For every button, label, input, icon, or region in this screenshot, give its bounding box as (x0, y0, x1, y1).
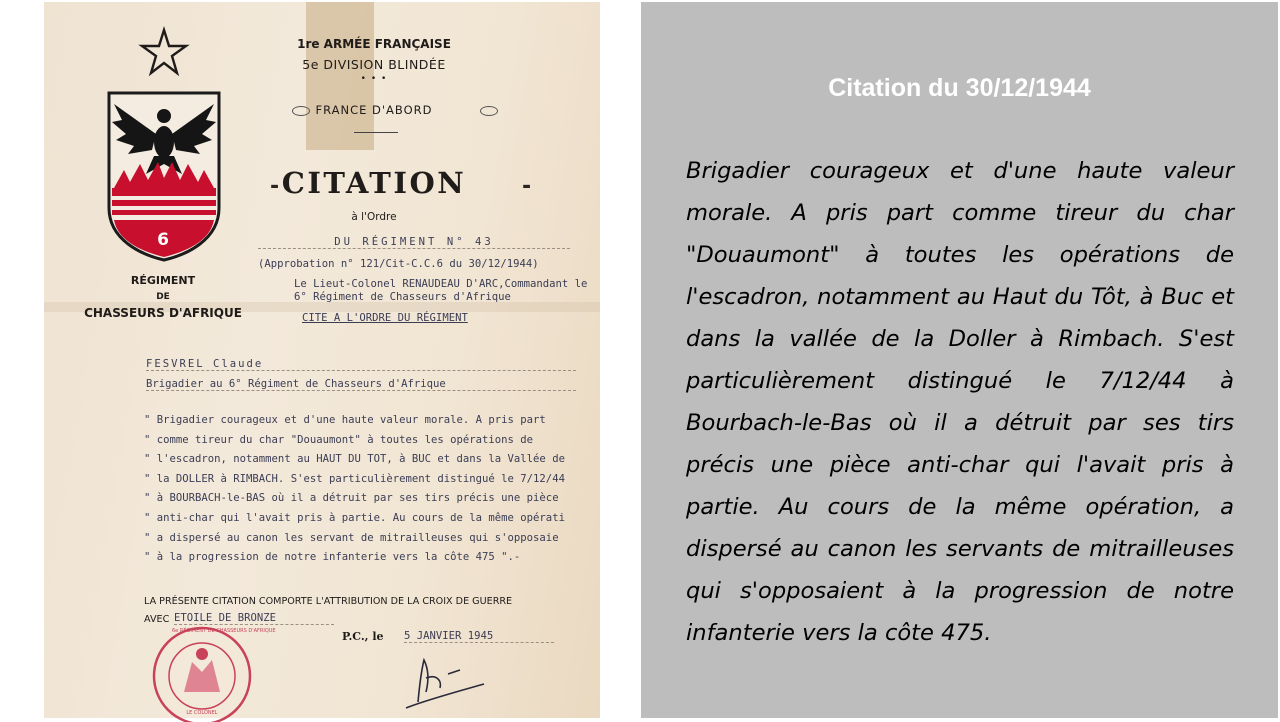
crest-number: 6 (157, 230, 169, 250)
place-date: 5 JANVIER 1945 (404, 630, 554, 643)
panel-citation-text: Brigadier courageux et d'une haute valeur morale. A pris part comme tireur du char "Douaumont" à toutes les opérations de l'escadron, notamment au Haut du Tôt, à Buc et dans la vallée de la Doller à Rimbach. S'est particulièrement distingué le 7/12/44 à Bourbach-le-Bas où il a détruit par ses tirs précis une pièce anti-char qui l'avait pris à partie. Au cours de la même opération, a dispersé au canon les servants de mitrailleuses qui s'opposaient à la progression de notre infanterie vers la côte 475. (686, 158, 1234, 646)
signature (396, 650, 486, 710)
divider (354, 132, 398, 133)
crest-regiment-line3: CHASSEURS D'AFRIQUE (84, 306, 242, 320)
citation-line: " l'escadron, notamment au HAUT DU TOT, à BUC et dans la Vallée de (144, 453, 565, 466)
citation-line: " Brigadier courageux et d'une haute valeur morale. A pris part (144, 414, 546, 426)
recipient-rank: Brigadier au 6° Régiment de Chasseurs d'Afrique (146, 378, 576, 391)
citation-line: " comme tireur du char "Douaumont" à toutes les opérations de (144, 433, 534, 446)
division-heading: 5e DIVISION BLINDÉE (302, 57, 446, 72)
regiment-stamp (148, 622, 276, 722)
star-icon (140, 28, 188, 76)
stamp-bottom-text: LE COLONEL (186, 710, 218, 716)
citation-line: " à la progression de notre infanterie vers la côte 475 ".- (144, 551, 521, 564)
panel-title: Citation du 30/12/1944 (828, 74, 1091, 102)
document-subtitle: à l'Ordre (351, 211, 397, 223)
award-avec: AVEC (144, 614, 170, 625)
approbation-line: (Approbation n° 121/Cit-C.C.6 du 30/12/1944) (258, 258, 539, 270)
order-line: DU RÉGIMENT N° 43 (258, 236, 570, 249)
cite-line: CITE A L'ORDRE DU RÉGIMENT (302, 312, 468, 324)
citation-line: " à BOURBACH-le-BAS où il a détruit par ses tirs précis une pièce (144, 492, 559, 505)
citation-document-scan (44, 2, 600, 718)
title-dash-left: - (270, 174, 280, 199)
ornament-right-icon (480, 106, 498, 116)
officer-line-2: 6° Régiment de Chasseurs d'Afrique (294, 291, 511, 303)
transcription-panel (641, 2, 1278, 718)
divider-dots: • • • (360, 74, 388, 84)
citation-line: " a dispersé au canon les servant de mitrailleuses qui s'opposaie (144, 531, 559, 544)
crest-regiment-line1: RÉGIMENT (130, 274, 196, 287)
place-label: P.C., le (342, 630, 384, 643)
title-dash-right: - (522, 174, 532, 199)
officer-line-1: Le Lieut-Colonel RENAUDEAU D'ARC,Commandant le (294, 278, 588, 290)
stamp-text: 6e RÉGIMENT DE CHASSEURS D'AFRIQUE (172, 628, 276, 634)
citation-line: " la DOLLER à RIMBACH. S'est particulièrement distingué le 7/12/44 (144, 472, 565, 485)
motto: FRANCE D'ABORD (315, 103, 433, 117)
citation-typed-text (144, 414, 600, 571)
army-heading: 1re ARMÉE FRANÇAISE (297, 37, 451, 51)
document-title: CITATION (281, 166, 467, 200)
recipient-name: FESVREL Claude (146, 358, 576, 371)
citation-line: " anti-char qui l'avait pris à partie. Au cours de la même opérati (144, 511, 565, 524)
crest-regiment-line2: DE (156, 292, 170, 302)
award-detail: ETOILE DE BRONZE (174, 612, 334, 625)
award-line: LA PRÉSENTE CITATION COMPORTE L'ATTRIBUTION DE LA CROIX DE GUERRE (144, 596, 513, 607)
